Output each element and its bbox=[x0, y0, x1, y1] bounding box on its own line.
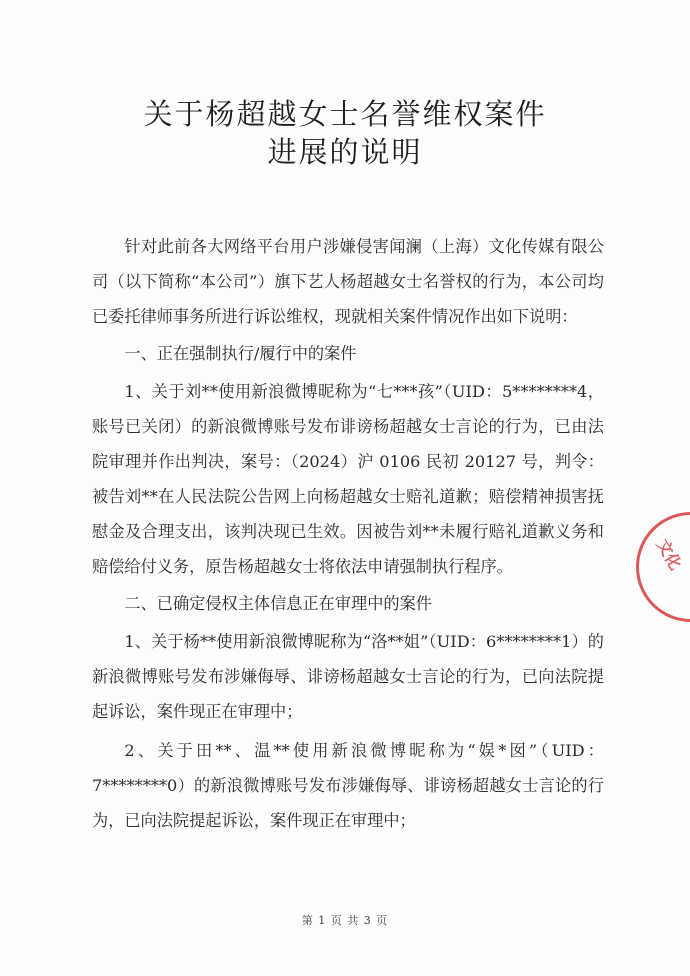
company-seal-text: 文化 bbox=[652, 535, 686, 574]
page-number-footer: 第 1 页 共 3 页 bbox=[301, 914, 389, 927]
section2-item1: 1、关于杨**使用新浪微博昵称为“洛**姐”（UID：6********1）的新浪微博账号发布涉嫌侮辱、诽谤杨超越女士言论的行为，已向法院提起诉讼，案件现正在审理中； bbox=[92, 632, 604, 721]
section2-item2: 2、关于田**、温**使用新浪微博昵称为“娱*囡”（UID：7********0）的新浪微博账号发布涉嫌侮辱、诽谤杨超越女士言论的行为，已向法院提起诉讼，案件现正在审理中； bbox=[92, 741, 604, 830]
document-title-line1: 关于杨超越女士名誉维权案件 bbox=[143, 97, 547, 131]
document-title-line2: 进展的说明 bbox=[267, 135, 423, 169]
section2-heading: 二、已确定侵权主体信息正在审理中的案件 bbox=[124, 594, 432, 613]
intro-paragraph: 针对此前各大网络平台用户涉嫌侵害闻澜（上海）文化传媒有限公司（以下简称“本公司”）旗下艺人杨超越女士名誉权的行为，本公司均已委托律师事务所进行诉讼维权，现就相关案件情况作出如下说明： bbox=[92, 237, 604, 326]
section1-heading: 一、正在强制执行/履行中的案件 bbox=[124, 344, 357, 363]
section1-item1: 1、关于刘**使用新浪微博昵称为“七***孩”（UID：5********4，账号已关闭）的新浪微博账号发布诽谤杨超越女士言论的行为，已由法院审理并作出判决，案号：（2024）沪 0106 民初 20127 号，判令：被告刘**在人民法院公告网上向杨超越女士赔礼道歉；赔偿精神损害抚慰金及合理支出，该判决现已生效。因被告刘**未履行赔礼道歉义务和赔偿给付义务，原告杨超越女士将依法申请强制执行程序。 bbox=[92, 382, 604, 576]
document-body bbox=[92, 229, 604, 838]
